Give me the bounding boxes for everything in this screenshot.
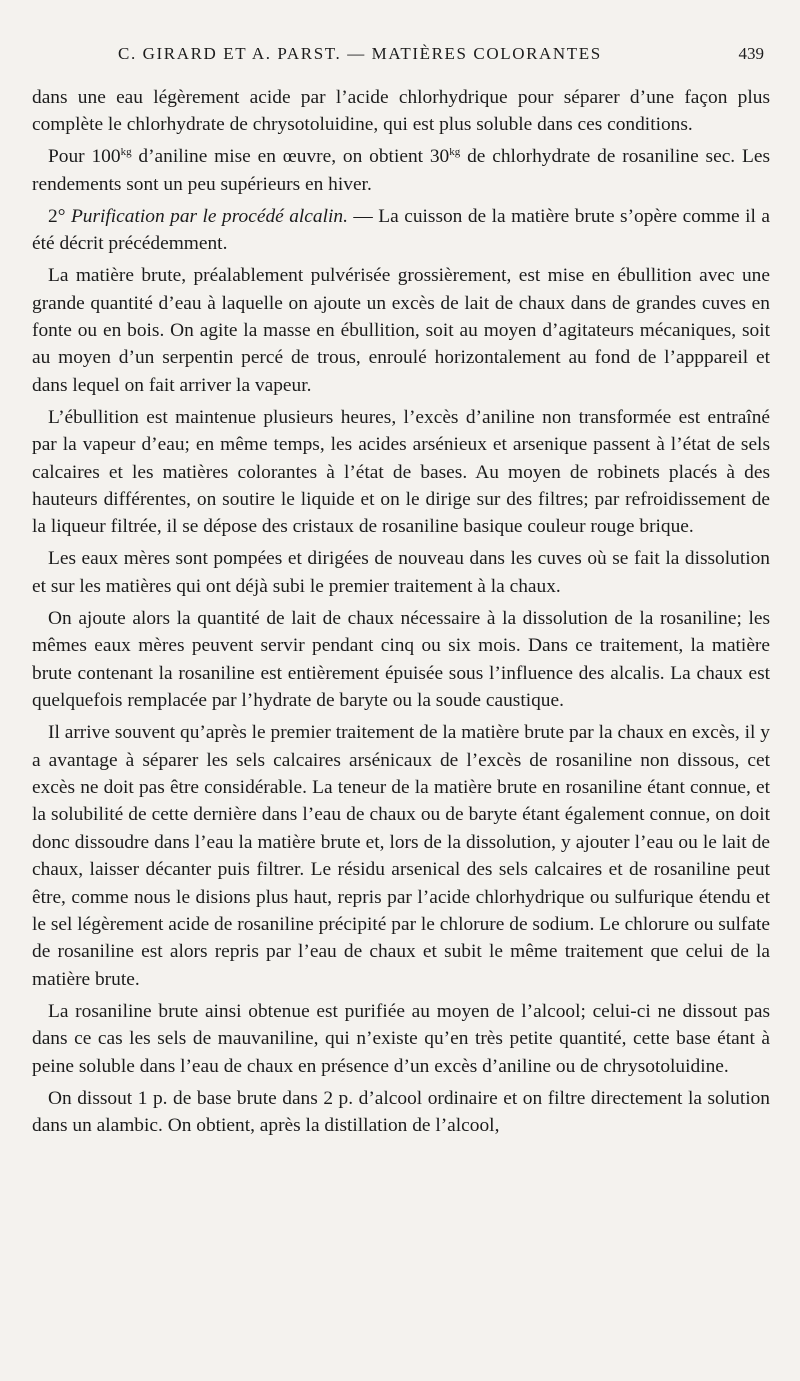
page-number: 439 [738, 44, 764, 63]
paragraph-2 [32, 143, 770, 198]
paragraph-2-text-c: de chlorhydrate de rosaniline sec. Les rendements sont un peu supérieurs en hiver. [32, 146, 770, 195]
paragraph-7: On ajoute alors la quantité de lait de chaux nécessaire à la dissolution de la rosaniline; les mêmes eaux mères peuvent servir pendant cinq ou six mois. Dans ce traitement, la matière brute contenant la rosaniline est entièrement épuisée sous l’influence des alcalis. La chaux est quelquefois remplacée par l’hydrate de baryte ou la soude caustique. [32, 607, 770, 712]
running-title: C. GIRARD ET A. PARST. — MATIÈRES COLORANTES [118, 44, 602, 63]
unit-kg-2: kg [449, 146, 461, 159]
paragraph-3 [32, 203, 770, 258]
paragraph-3-text: — La cuisson de la matière brute s’opère comme il a été décrit précédemment. [32, 205, 770, 255]
paragraph-10: On dissout 1 p. de base brute dans 2 p. d’alcool ordinaire et on filtre directement la solution dans un alambic. On obtient, après la distillation de l’alcool, [32, 1087, 770, 1136]
paragraph-6: Les eaux mères sont pompées et dirigées de nouveau dans les cuves où se fait la dissolution et sur les matières qui ont déjà subi le premier traitement à la chaux. [32, 548, 770, 597]
paragraph-9: La rosaniline brute ainsi obtenue est purifiée au moyen de l’alcool; celui-ci ne dissout pas dans ce cas les sels de mauvaniline, qui n’existe qu’en très petite quantité, cette base étant à peine soluble dans l’eau de chaux en présence d’un excès d’aniline ou de chrysotoluidine. [32, 1000, 770, 1077]
running-head [32, 44, 770, 84]
section-heading: Purification par le procédé alcalin. [70, 205, 348, 227]
paragraph-2-text-b: d’aniline mise en œuvre, on obtient 30 [131, 146, 450, 168]
unit-kg-1: kg [120, 146, 132, 159]
body-text [32, 84, 770, 1139]
section-number: 2° [48, 205, 71, 227]
paragraph-4: La matière brute, préalablement pulvérisée grossièrement, est mise en ébullition avec une grande quantité d’eau à laquelle on ajoute un excès de lait de chaux dans de grandes cuves en fonte ou en bois. On agite la masse en ébullition, soit au moyen d’agitateurs mécaniques, soit au moyen d’un serpentin percé de trous, enroulé horizontalement au fond de l’apppareil et dans lequel on fait arriver la vapeur. [32, 265, 770, 396]
paragraph-5: L’ébullition est maintenue plusieurs heures, l’excès d’aniline non transformée est entraîné par la vapeur d’eau; en même temps, les acides arsénieux et arsenique passent à l’état de sels calcaires et les matières colorantes à l’état de bases. Au moyen de robinets placés à des hauteurs différentes, on soutire le liquide et on le dirige sur des filtres; par refroidissement de la liqueur filtrée, il se dépose des cristaux de rosaniline basique couleur rouge brique. [32, 406, 770, 538]
paragraph-2-text-a: Pour 100 [48, 146, 121, 168]
paragraph-1: dans une eau légèrement acide par l’acide chlorhydrique pour séparer d’une façon plus complète le chlorhydrate de chrysotoluidine, qui est plus soluble dans ces conditions. [32, 87, 770, 136]
paragraph-8: Il arrive souvent qu’après le premier traitement de la matière brute par la chaux en excès, il y a avantage à séparer les sels calcaires arsénicaux de l’excès de rosaniline non dissous, cet excès ne doit pas être considérable. La teneur de la matière brute en rosaniline étant connue, et la solubilité de cette dernière dans l’eau de chaux ou de baryte étant également connue, on doit donc dissoudre dans l’eau la matière brute et, lors de la dissolution, y ajouter l’eau ou le lait de chaux, laisser décanter puis filtrer. Le résidu arsenical des sels calcaires et de rosaniline peut être, comme nous le disions plus haut, repris par l’acide chlorhydrique ou sulfurique étendu et le sel légèrement acide de rosaniline précipité par le chlorure de sodium. Le chlorure ou sulfate de rosaniline est alors repris par l’eau de chaux et subit le même traitement que celui de la matière brute. [32, 722, 770, 990]
